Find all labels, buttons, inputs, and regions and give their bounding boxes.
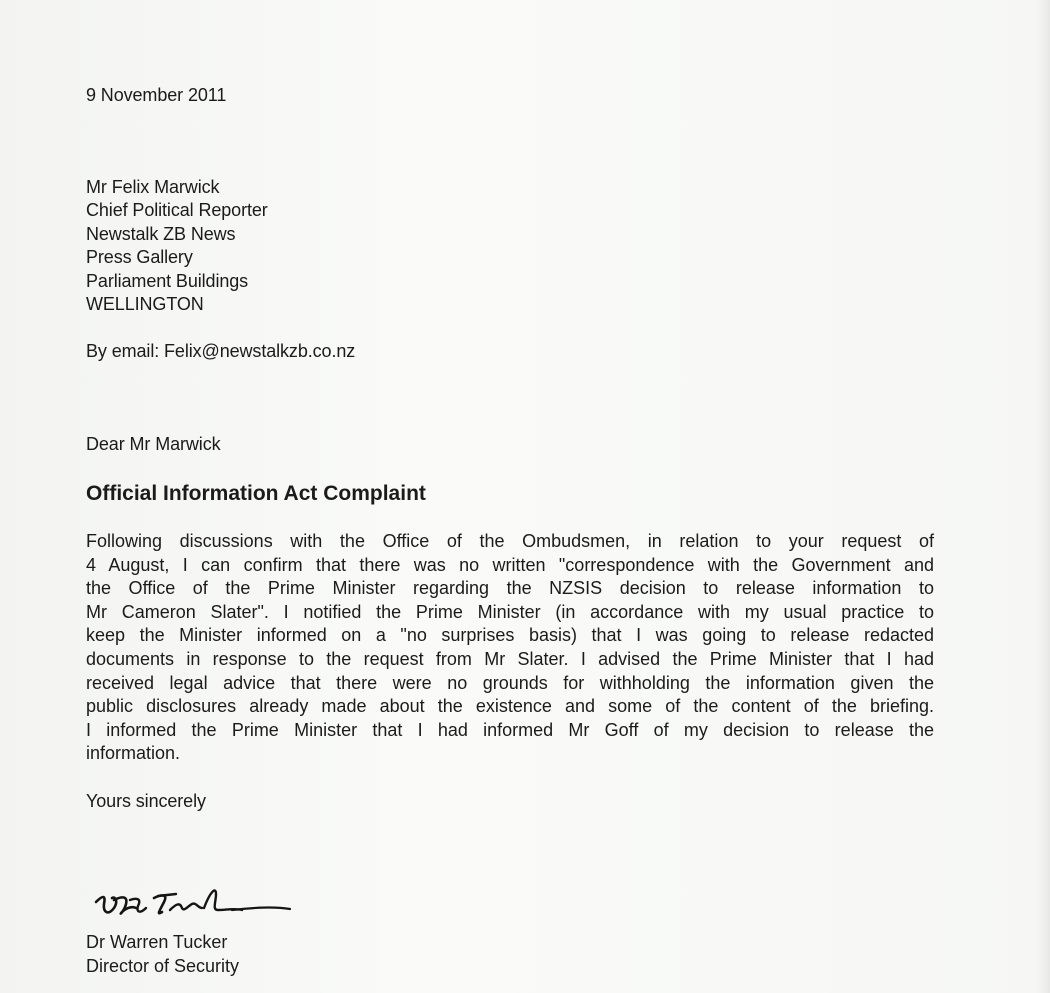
handwritten-signature xyxy=(92,878,292,926)
body-line: received legal advice that there were no grounds for withholding the information given the xyxy=(86,672,934,693)
page-edge-shadow xyxy=(1036,0,1050,993)
recipient-line: Mr Felix Marwick xyxy=(86,177,220,197)
recipient-line: Parliament Buildings xyxy=(86,270,249,291)
body-line: Mr Cameron Slater". I notified the Prime Minister (in accordance with my usual practice to xyxy=(86,601,934,622)
body-line: information. xyxy=(86,743,181,764)
body-line: public disclosures already made about the existence and some of the content of the briefing. xyxy=(86,696,934,717)
body-line: I informed the Prime Minister that I had informed Mr Goff of my decision to release the xyxy=(86,719,934,740)
email-line: By email: Felix@newstalkzb.co.nz xyxy=(86,341,356,361)
signer-block xyxy=(86,930,239,978)
body-line: Following discussions with the Office of the Ombudsmen, in relation to your request of xyxy=(86,531,934,551)
recipient-line: Chief Political Reporter xyxy=(86,200,268,221)
recipient-line: WELLINGTON xyxy=(86,293,204,314)
signer-title: Director of Security xyxy=(86,956,240,976)
letter-body xyxy=(86,530,934,766)
salutation: Dear Mr Marwick xyxy=(86,434,221,454)
closing: Yours sincerely xyxy=(86,791,206,811)
body-line: documents in response to the request from Mr Slater. I advised the Prime Minister that I had xyxy=(86,648,934,669)
body-line: the Office of the Prime Minister regarding the NZSIS decision to release information to xyxy=(86,578,934,599)
recipient-line: Press Gallery xyxy=(86,247,193,268)
recipient-line: Newstalk ZB News xyxy=(86,223,236,244)
body-line: 4 August, I can confirm that there was no written "correspondence with the Government and xyxy=(86,554,934,575)
recipient-address xyxy=(86,176,268,316)
body-line: keep the Minister informed on a "no surprises basis) that I was going to release redacted xyxy=(86,625,934,646)
letter-date: 9 November 2011 xyxy=(86,85,227,105)
signer-name: Dr Warren Tucker xyxy=(86,932,228,952)
subject-heading: Official Information Act Complaint xyxy=(86,482,426,505)
